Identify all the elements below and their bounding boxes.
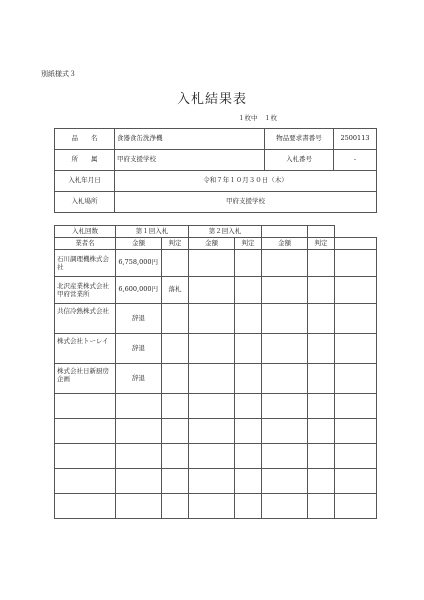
r3-verdict: [308, 334, 335, 364]
r2-amount: [189, 304, 235, 334]
r2-verdict: [235, 277, 262, 304]
r2-amount: [189, 334, 235, 364]
r2-amount-label: 金額: [189, 238, 235, 250]
bid-header-row-1: [55, 226, 377, 238]
round2-label: 第２回入札: [189, 226, 262, 238]
bidder-name: 共信冷熱株式会社: [55, 304, 116, 334]
r1-verdict: [162, 304, 189, 334]
page-count: １枚中 １枚: [238, 114, 277, 122]
place-value: 甲府支援学校: [115, 192, 377, 213]
extra-cell: [335, 277, 377, 304]
extra-cell: [335, 364, 377, 394]
request-no-value: 2500113: [334, 129, 377, 150]
r1-amount: 辞退: [116, 334, 162, 364]
document-title: 入札結果表: [176, 92, 247, 107]
r3-amount: [262, 250, 308, 277]
bidder-name: 北沢産業株式会社甲府営業所: [55, 277, 116, 304]
extra-cell: [335, 334, 377, 364]
r1-amount: 辞退: [116, 304, 162, 334]
request-no-label: 物品要求書番号: [265, 129, 334, 150]
header-spacer: [335, 226, 377, 238]
r3-verdict: [308, 250, 335, 277]
r3-verdict: [308, 277, 335, 304]
table-row: [55, 304, 377, 334]
item-value: 食器食缶洗浄機: [115, 129, 265, 150]
r2-amount: [189, 250, 235, 277]
r3-verdict: [308, 304, 335, 334]
r2-verdict-label: 判定: [235, 238, 262, 250]
bidder-name: 石川調理機株式会社: [55, 250, 116, 277]
info-row-dept: [55, 150, 377, 171]
r3-amount-label: 金額: [262, 238, 308, 250]
info-row-place: [55, 192, 377, 213]
r3-amount: [262, 364, 308, 394]
r2-amount: [189, 277, 235, 304]
r1-verdict: 落札: [162, 277, 189, 304]
empty-row: [55, 444, 377, 469]
extra-cell: [335, 304, 377, 334]
table-row: [55, 364, 377, 394]
empty-row: [55, 419, 377, 444]
r1-amount: 6,600,000円: [116, 277, 162, 304]
r2-verdict: [235, 334, 262, 364]
bidder-name: 株式会社日新厨房企画: [55, 364, 116, 394]
empty-row: [55, 469, 377, 494]
r1-amount-label: 金額: [116, 238, 162, 250]
r2-verdict: [235, 250, 262, 277]
r1-verdict: [162, 364, 189, 394]
bid-no-value: -: [334, 150, 377, 171]
round3-header-cell: [262, 226, 308, 238]
bid-no-label: 入札番号: [265, 150, 334, 171]
bidder-name: 株式会社トーレイ: [55, 334, 116, 364]
r3-amount: [262, 304, 308, 334]
r3-verdict: [308, 364, 335, 394]
bid-header-row-2: [55, 238, 377, 250]
item-label: 品 名: [55, 129, 115, 150]
r1-amount: 6,758,000円: [116, 250, 162, 277]
r1-verdict: [162, 334, 189, 364]
table-row: [55, 334, 377, 364]
info-table: [54, 128, 377, 213]
r3-verdict-label: 判定: [308, 238, 335, 250]
r1-amount: 辞退: [116, 364, 162, 394]
r2-verdict: [235, 304, 262, 334]
dept-label: 所 属: [55, 150, 115, 171]
r3-amount: [262, 334, 308, 364]
round3-header-cell: [308, 226, 335, 238]
r1-verdict: [162, 250, 189, 277]
r2-verdict: [235, 364, 262, 394]
r3-amount: [262, 277, 308, 304]
round1-label: 第１回入札: [116, 226, 189, 238]
extra-cell: [335, 238, 377, 250]
form-label: 別紙様式３: [41, 70, 76, 78]
r2-amount: [189, 364, 235, 394]
date-value: 令和７年１０月３０日（木）: [115, 171, 377, 192]
table-row: [55, 277, 377, 304]
empty-row: [55, 494, 377, 519]
empty-row: [55, 394, 377, 419]
dept-value: 甲府支援学校: [115, 150, 265, 171]
info-row-date: [55, 171, 377, 192]
info-row-item: [55, 129, 377, 150]
bid-results-table: [54, 225, 377, 519]
r1-verdict-label: 判定: [162, 238, 189, 250]
round-label: 入札回数: [55, 226, 116, 238]
table-row: [55, 250, 377, 277]
bidder-label: 業者名: [55, 238, 116, 250]
date-label: 入札年月日: [55, 171, 115, 192]
place-label: 入札場所: [55, 192, 115, 213]
extra-cell: [335, 250, 377, 277]
